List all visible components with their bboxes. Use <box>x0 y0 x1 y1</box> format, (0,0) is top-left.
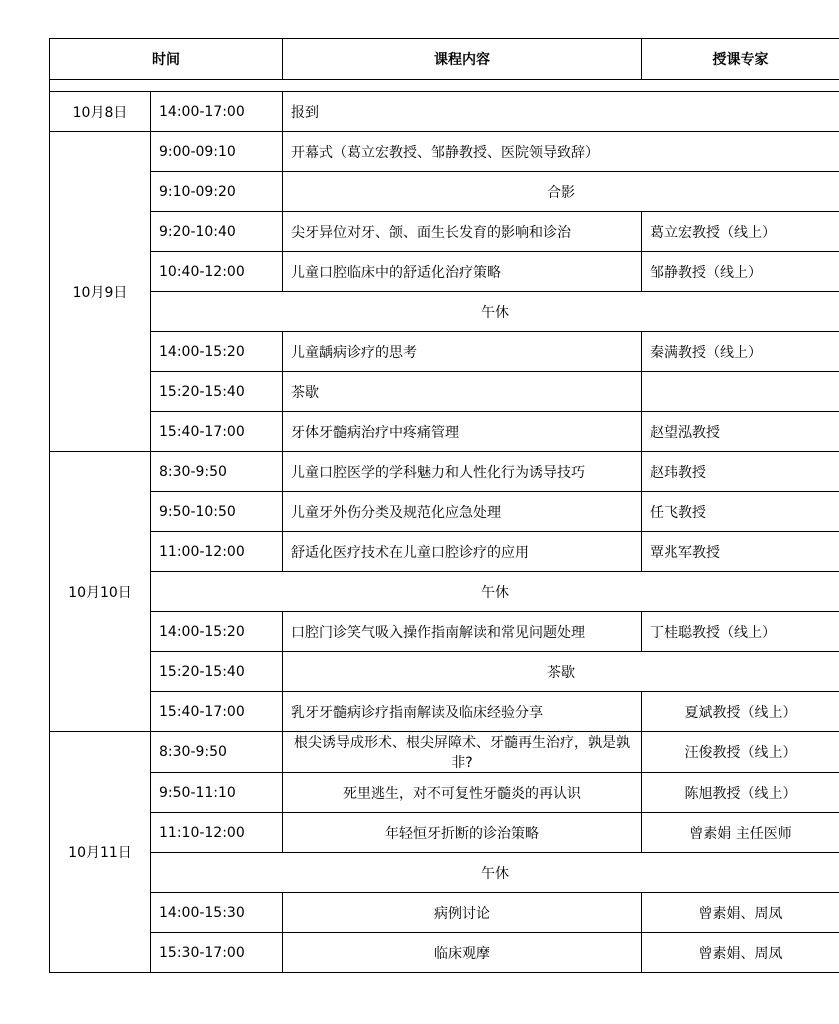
break-row <box>50 292 839 332</box>
content-cell: 舒适化医疗技术在儿童口腔诊疗的应用 <box>283 532 642 572</box>
content-cell: 年轻恒牙折断的诊治策略 <box>283 813 642 853</box>
header-expert: 授课专家 <box>642 39 839 80</box>
session-row <box>50 412 839 452</box>
session-row <box>50 813 839 853</box>
session-row <box>50 692 839 732</box>
schedule-table <box>49 38 839 973</box>
expert-cell: 任飞教授 <box>642 492 839 532</box>
session-row <box>50 532 839 572</box>
expert-cell: 陈旭教授（线上） <box>642 773 839 813</box>
expert-cell: 秦满教授（线上） <box>642 332 839 372</box>
expert-cell: 葛立宏教授（线上） <box>642 212 839 252</box>
expert-cell: 汪俊教授（线上） <box>642 732 839 773</box>
session-row <box>50 332 839 372</box>
session-row <box>50 212 839 252</box>
header-row <box>50 39 839 80</box>
content-cell: 开幕式（葛立宏教授、邹静教授、医院领导致辞） <box>283 132 839 172</box>
time-cell: 9:20-10:40 <box>151 212 283 252</box>
header-time: 时间 <box>50 39 283 80</box>
content-cell: 病例讨论 <box>283 893 642 933</box>
session-row <box>50 92 839 132</box>
break-row <box>50 853 839 893</box>
content-cell: 茶歇 <box>283 652 839 692</box>
expert-cell: 曾素娟、周凤 <box>642 933 839 973</box>
session-row <box>50 612 839 652</box>
break-cell: 午休 <box>151 853 839 893</box>
expert-cell: 丁桂聪教授（线上） <box>642 612 839 652</box>
session-row <box>50 172 839 212</box>
time-cell: 15:40-17:00 <box>151 692 283 732</box>
expert-cell: 夏斌教授（线上） <box>642 692 839 732</box>
time-cell: 14:00-15:30 <box>151 893 283 933</box>
session-row <box>50 933 839 973</box>
content-cell: 尖牙异位对牙、颌、面生长发育的影响和诊治 <box>283 212 642 252</box>
content-cell: 死里逃生，对不可复性牙髓炎的再认识 <box>283 773 642 813</box>
session-row <box>50 492 839 532</box>
break-cell: 午休 <box>151 292 839 332</box>
time-cell: 9:00-09:10 <box>151 132 283 172</box>
content-cell: 临床观摩 <box>283 933 642 973</box>
content-cell: 儿童龋病诊疗的思考 <box>283 332 642 372</box>
expert-cell: 曾素娟 主任医师 <box>642 813 839 853</box>
content-cell: 根尖诱导成形术、根尖屏障术、牙髓再生治疗，孰是孰非? <box>283 732 642 773</box>
session-row <box>50 732 839 773</box>
content-cell: 牙体牙髓病治疗中疼痛管理 <box>283 412 642 452</box>
session-row <box>50 132 839 172</box>
time-cell: 8:30-9:50 <box>151 732 283 773</box>
time-cell: 11:00-12:00 <box>151 532 283 572</box>
content-cell: 茶歇 <box>283 372 642 412</box>
time-cell: 9:50-10:50 <box>151 492 283 532</box>
time-cell: 10:40-12:00 <box>151 252 283 292</box>
date-cell: 10月10日 <box>50 452 151 732</box>
time-cell: 15:20-15:40 <box>151 652 283 692</box>
schedule-body <box>50 80 839 973</box>
time-cell: 14:00-17:00 <box>151 92 283 132</box>
content-cell: 合影 <box>283 172 839 212</box>
break-cell: 午休 <box>151 572 839 612</box>
spacer-row <box>50 80 839 92</box>
date-cell: 10月11日 <box>50 732 151 973</box>
content-cell: 儿童口腔医学的学科魅力和人性化行为诱导技巧 <box>283 452 642 492</box>
expert-cell: 赵玮教授 <box>642 452 839 492</box>
time-cell: 9:50-11:10 <box>151 773 283 813</box>
session-row <box>50 372 839 412</box>
time-cell: 15:20-15:40 <box>151 372 283 412</box>
expert-cell: 邹静教授（线上） <box>642 252 839 292</box>
break-row <box>50 572 839 612</box>
time-cell: 14:00-15:20 <box>151 332 283 372</box>
expert-cell: 覃兆军教授 <box>642 532 839 572</box>
time-cell: 14:00-15:20 <box>151 612 283 652</box>
time-cell: 8:30-9:50 <box>151 452 283 492</box>
session-row <box>50 252 839 292</box>
expert-cell: 赵望泓教授 <box>642 412 839 452</box>
content-cell: 口腔门诊笑气吸入操作指南解读和常见问题处理 <box>283 612 642 652</box>
header-content: 课程内容 <box>283 39 642 80</box>
session-row <box>50 452 839 492</box>
content-cell: 乳牙牙髓病诊疗指南解读及临床经验分享 <box>283 692 642 732</box>
time-cell: 11:10-12:00 <box>151 813 283 853</box>
content-cell: 儿童口腔临床中的舒适化治疗策略 <box>283 252 642 292</box>
time-cell: 15:40-17:00 <box>151 412 283 452</box>
content-cell: 儿童牙外伤分类及规范化应急处理 <box>283 492 642 532</box>
content-cell: 报到 <box>283 92 839 132</box>
session-row <box>50 773 839 813</box>
date-cell: 10月8日 <box>50 92 151 132</box>
expert-cell: 曾素娟、周凤 <box>642 893 839 933</box>
time-cell: 9:10-09:20 <box>151 172 283 212</box>
date-cell: 10月9日 <box>50 132 151 452</box>
time-cell: 15:30-17:00 <box>151 933 283 973</box>
session-row <box>50 893 839 933</box>
expert-cell <box>642 372 839 412</box>
session-row <box>50 652 839 692</box>
